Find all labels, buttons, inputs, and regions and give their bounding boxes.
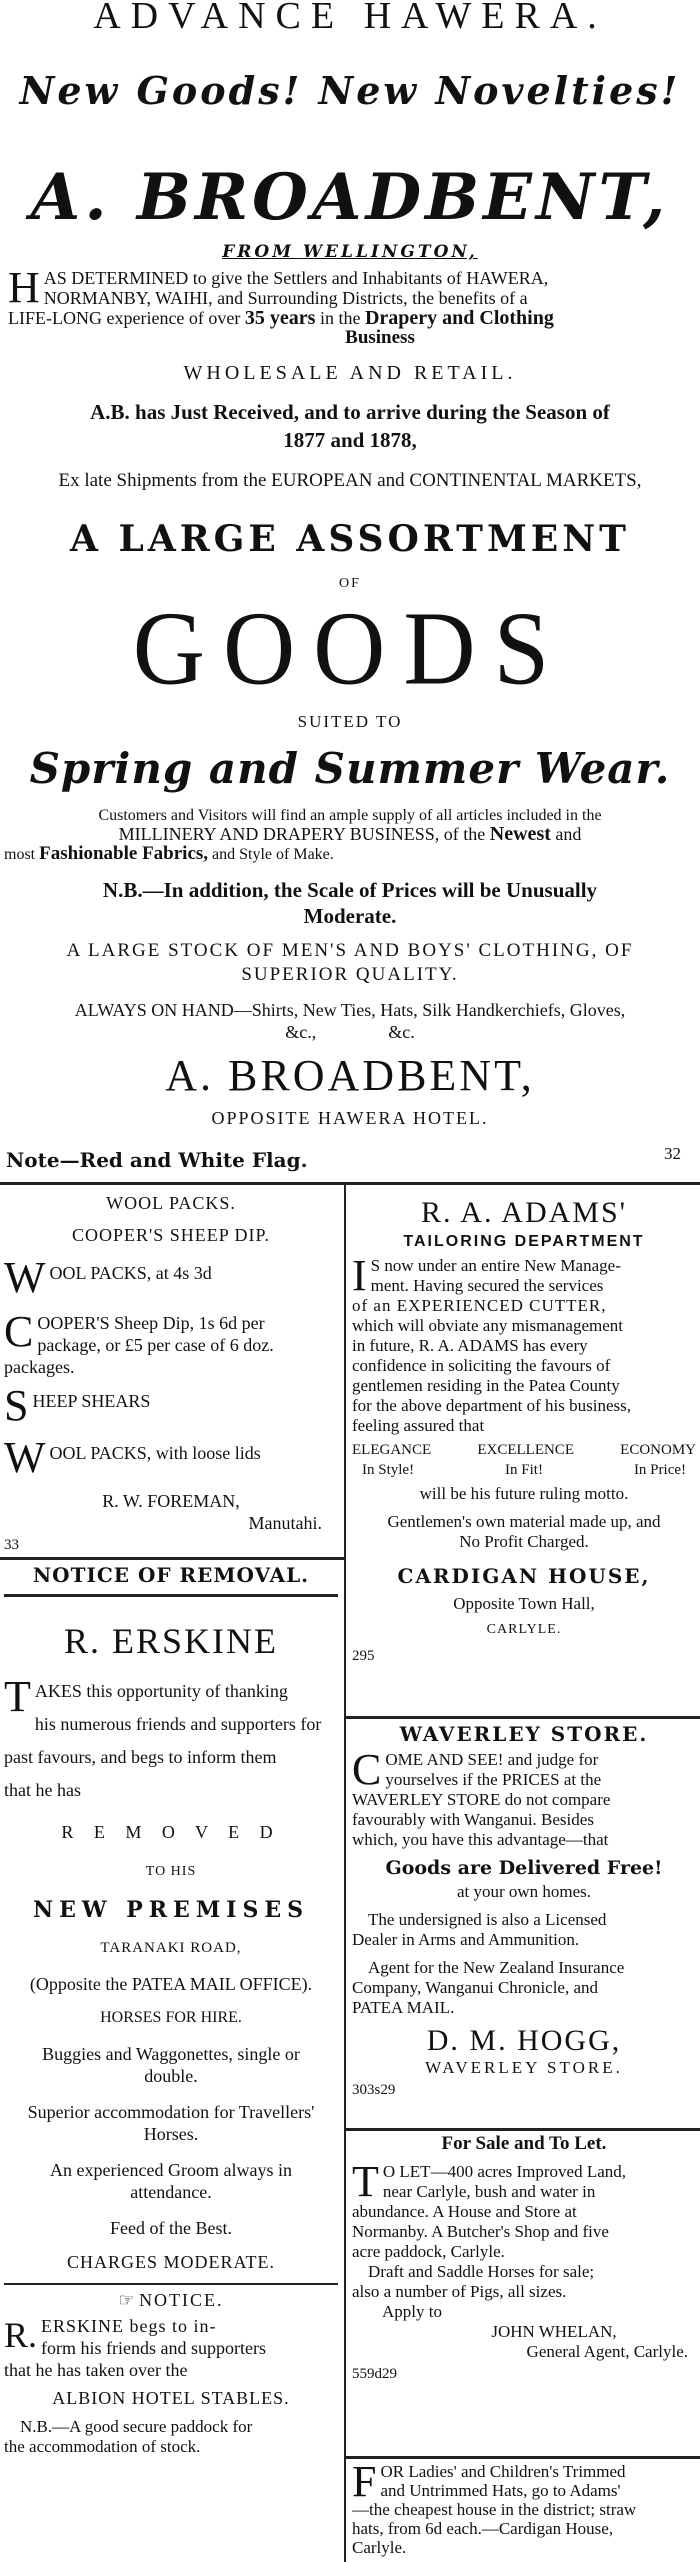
adams-motto: will be his future ruling motto. bbox=[419, 1484, 629, 1503]
spring-summer: Spring and Summer Wear. bbox=[29, 744, 671, 793]
waverley-ad bbox=[352, 1724, 696, 2100]
new-premises: NEW PREMISES bbox=[32, 1897, 310, 1923]
intro-line: LIFE-LONG experience of over 35 years in the Drapery and Clothing bbox=[8, 307, 554, 329]
divider bbox=[346, 2128, 700, 2131]
advertiser-name-2: A. BROADBENT, bbox=[165, 1051, 535, 1100]
sale-ad bbox=[352, 2134, 696, 2384]
hogg-name: D. M. HOGG, bbox=[426, 2024, 622, 2057]
divider bbox=[0, 1182, 700, 1185]
charges-moderate: CHARGES MODERATE. bbox=[66, 2252, 275, 2272]
intro-line: AS DETERMINED to give the Settlers and Inhabitants of HAWERA, bbox=[43, 268, 549, 288]
waverley-code: 303s29 bbox=[352, 2082, 396, 2098]
insurance-agent: Agent for the New Zealand Insurance Company, Wanganui Chronicle, and PATEA MAIL. bbox=[352, 1958, 625, 2017]
nb-paddock: N.B.—A good secure paddock for the accommodation of stock. bbox=[4, 2417, 253, 2456]
large-assortment: A LARGE ASSORTMENT bbox=[70, 518, 630, 560]
just-received: A.B. has Just Received, and to arrive during the Season of bbox=[90, 400, 610, 424]
suited-to: SUITED TO bbox=[297, 712, 403, 731]
sale-code: 559d29 bbox=[352, 2366, 397, 2382]
customers-paragraph: Customers and Visitors will find an ample supply of all articles included in the MILLINERY AND DRAPERY BUSINESS, of the Newest and most Fashionable Fabrics, and Style of Make. bbox=[4, 807, 602, 864]
intro-line: NORMANBY, WAIHI, and Surrounding Districts, the benefits of a bbox=[43, 288, 528, 308]
headline: ADVANCE HAWERA. bbox=[93, 0, 607, 37]
adams-ad bbox=[352, 1196, 696, 1666]
always-etc: &c., &c. bbox=[285, 1022, 415, 1042]
note-flag: Note—Red and White Flag. bbox=[6, 1148, 308, 1172]
sale-title: For Sale and To Let. bbox=[441, 2134, 607, 2154]
nb-moderate: Moderate. bbox=[303, 904, 397, 928]
always-on-hand: ALWAYS ON HAND—Shirts, New Ties, Hats, Silk Handkerchiefs, Gloves, bbox=[74, 1000, 626, 1020]
notice-heading: ☞ NOTICE. bbox=[118, 2290, 224, 2310]
to-his: TO HIS bbox=[145, 1864, 197, 1879]
groom: An experienced Groom always in attendance. bbox=[50, 2160, 292, 2202]
albion-stables: ALBION HOTEL STABLES. bbox=[52, 2388, 290, 2408]
superior-quality: SUPERIOR QUALITY. bbox=[241, 964, 459, 985]
wool-place: Manutahi. bbox=[248, 1513, 322, 1533]
wool-item: W OOL PACKS, at 4s 3d bbox=[4, 1258, 212, 1296]
adams-title: R. A. ADAMS' bbox=[420, 1196, 628, 1229]
hats-ad: F OR Ladies' and Children's Trimmed and Untrimmed Hats, go to Adams' —the cheapest house in the district; straw hats, from 6d each.—Cardigan House, Carlyle. bbox=[352, 2462, 637, 2557]
advertiser-name: A. BROADBENT, bbox=[30, 160, 670, 235]
taranaki-road: TARANAKI ROAD, bbox=[100, 1940, 242, 1956]
adams-code: 295 bbox=[352, 1648, 375, 1664]
season: 1877 and 1878, bbox=[283, 428, 417, 452]
carlyle: CARLYLE. bbox=[486, 1622, 562, 1637]
adams-text: I S now under an entire New Manage- ment. Having secured the services of an EXPERIENCED CUTTER, which will obviate any mismanagement in future, R. A. ADAMS has every confidence in soliciting the favours of gentlemen residing in the Patea County for the above department of his business, feeling assured that bbox=[352, 1251, 632, 1435]
at-your-homes: at your own homes. bbox=[456, 1882, 592, 1901]
banner: New Goods! New Novelties! bbox=[19, 68, 681, 113]
removal-title: NOTICE OF REMOVAL. bbox=[32, 1564, 310, 1587]
intro-paragraph bbox=[8, 268, 692, 348]
licensed-dealer: The undersigned is also a Licensed Dealer in Arms and Ammunition. bbox=[352, 1910, 607, 1949]
waverley-store: WAVERLEY STORE. bbox=[425, 2058, 623, 2077]
opposite-hotel: OPPOSITE HAWERA HOTEL. bbox=[211, 1108, 489, 1128]
adams-own-material: Gentlemen's own material made up, and No Profit Charged. bbox=[387, 1512, 661, 1551]
adams-motto-words: ELEGANCE EXCELLENCE ECONOMY bbox=[352, 1442, 696, 1458]
general-agent: General Agent, Carlyle. bbox=[526, 2342, 688, 2361]
adams-subtitle: TAILORING DEPARTMENT bbox=[403, 1233, 645, 1250]
wool-code: 33 bbox=[4, 1537, 19, 1553]
divider bbox=[346, 1716, 700, 1719]
cardigan-house: CARDIGAN HOUSE, bbox=[397, 1564, 651, 1588]
wool-packs-ad bbox=[4, 1192, 338, 1556]
opposite-patea: (Opposite the PATEA MAIL OFFICE). bbox=[29, 1974, 313, 1994]
ad-code: 32 bbox=[664, 1144, 681, 1163]
wool-item: C OOPER'S Sheep Dip, 1s 6d per package, or £5 per case of 6 doz. bbox=[4, 1312, 274, 1356]
sale-text: T O LET—400 acres Improved Land, near Carlyle, bush and water in abundance. A House and Store at Normanby. A Butcher's Shop and five acre paddock, Carlyle. Draft and Saddle Horses for sale; also a number of Pigs, all sizes. Apply to bbox=[352, 2157, 627, 2321]
nb-scale-of-prices: N.B.—In addition, the Scale of Prices will be Unusually bbox=[102, 878, 598, 902]
horses-for-hire: HORSES FOR HIRE. bbox=[100, 2009, 242, 2026]
removal-ad bbox=[4, 1564, 338, 2457]
shipments: Ex late Shipments from the EUROPEAN and CONTINENTAL MARKETS, bbox=[58, 470, 642, 491]
wool-subtitle: COOPER'S SHEEP DIP. bbox=[71, 1225, 271, 1245]
notice-text: R. ERSKINE begs to in- form his friends and supporters that he has taken over the bbox=[4, 2315, 266, 2380]
removal-text: T AKES this opportunity of thanking his numerous friends and supporters for past favours, and begs to inform them that he has bbox=[4, 1672, 322, 1800]
waverley-title: WAVERLEY STORE. bbox=[399, 1724, 649, 1746]
column-rule bbox=[344, 1185, 346, 2562]
waverley-text: C OME AND SEE! and judge for yourselves if the PRICES at the WAVERLEY STORE do not compare favourably with Wanganui. Besides which, you have this advantage—that bbox=[352, 1745, 611, 1849]
opposite-town-hall: Opposite Town Hall, bbox=[453, 1594, 595, 1613]
wool-item: S HEEP SHEARS bbox=[4, 1386, 151, 1424]
intro-line: Business bbox=[345, 327, 415, 348]
of-label: OF bbox=[339, 576, 361, 591]
divider bbox=[0, 1557, 344, 1560]
goods-heading: GOODS bbox=[132, 590, 568, 707]
feed: Feed of the Best. bbox=[110, 2218, 232, 2238]
adams-motto-sub: In Style! In Fit! In Price! bbox=[362, 1462, 686, 1478]
erskine-name: R. ERSKINE bbox=[63, 1621, 278, 1661]
divider bbox=[4, 2283, 338, 2285]
goods-delivered: Goods are Delivered Free! bbox=[385, 1857, 663, 1879]
divider bbox=[4, 1594, 338, 1597]
divider bbox=[346, 2456, 700, 2459]
removed-label: R E M O V E D bbox=[61, 1822, 281, 1842]
wool-item: W OOL PACKS, with loose lids bbox=[4, 1438, 261, 1476]
drop-cap: H bbox=[8, 268, 40, 312]
buggies: Buggies and Waggonettes, single or double. bbox=[42, 2044, 300, 2086]
wool-signature: R. W. FOREMAN, bbox=[102, 1491, 240, 1511]
wool-item: packages. bbox=[4, 1357, 75, 1377]
large-stock: A LARGE STOCK OF MEN'S AND BOYS' CLOTHING, OF bbox=[66, 940, 634, 961]
from-wellington: FROM WELLINGTON, bbox=[222, 242, 478, 262]
john-whelan: JOHN WHELAN, bbox=[491, 2322, 617, 2341]
superior-accommodation: Superior accommodation for Travellers' Horses. bbox=[27, 2102, 315, 2144]
wholesale-retail: WHOLESALE AND RETAIL. bbox=[183, 362, 517, 384]
pointing-hand-icon: ☞ bbox=[118, 2290, 135, 2310]
wool-title: WOOL PACKS. bbox=[106, 1193, 236, 1213]
